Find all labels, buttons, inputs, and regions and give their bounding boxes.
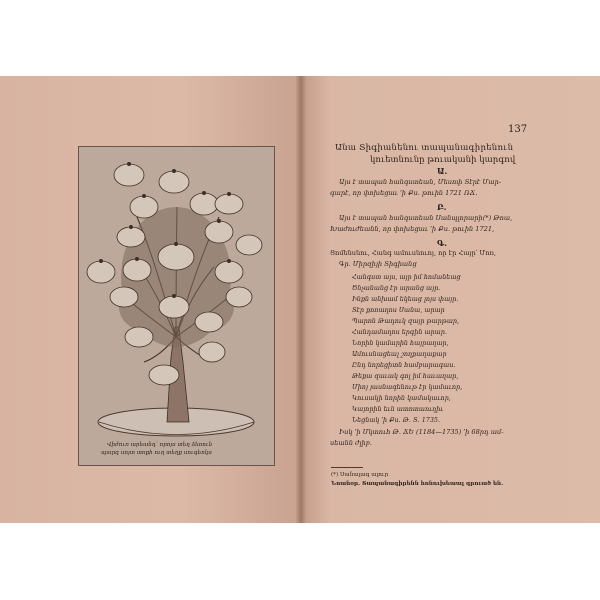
pomegranate-tree-drawing [79,147,274,465]
poem-line-13: Կայորին եւն ատոտաուղիւ [352,405,444,413]
poem-line-3: Ինքն անխամ եկեաց լոյս փայր. [352,295,459,303]
poem-line-1: Հանգստ այս, այր իմ հոմանեաց [352,273,461,281]
poem-line-2: Ծնչանանց էր արանց այր. [352,284,441,292]
page-number: 137 [508,124,528,135]
poem-line-8: Ամուսնացեալ շողքաղաքար [352,350,447,358]
plate-caption-line-1: Վիժուռ արեանդ՝ որոյս տեղ ձեռուն [107,442,213,448]
section-a-line-2: գարէ, որ փոխեցաւ ՚ի Քս. թուին 1721 ՌՃ. [330,189,478,197]
footnote-divider [331,467,363,468]
poem-line-10: Թեքա զաւակ գոլ իմ հաւաղար, [352,372,459,380]
section-c-line-2: Գր. Միրզիյի Տիգիանց [339,260,417,268]
poem-line-6: Հանդամաղոս երգին արար. [352,328,447,336]
section-b-line-2: Խաժուժեանն, որ փոխեցաւ ՚ի Քս. թուին 1721, [330,225,495,233]
section-b-line-1: Այս է տապան հանգստեան Սանպլորարի(*) Թոա, [339,214,513,222]
poem-line-12: Կուսակի նորին կամակաւոր, [352,394,451,402]
closing-line-2: սեանն ժլիբ. [330,439,372,447]
poem-line-7: Նորին կամարին հայրաղար, [352,339,449,347]
poem-line-11: Միոյ յասնագենութ էր կամաւոր, [352,383,463,391]
footnote-1: (*) Սանալագ ալուր [331,472,389,478]
poem-line-14: Նեցնակ ՚ի Քս. Թ. Տ. 1735. [352,416,440,424]
plate-caption-line-2: պարզ սոյտ տռքհ ուղ տեղք սուգեոկս [101,450,212,456]
poem-line-9: Ընդ նորեցիտն համբարագաս. [352,361,456,369]
page-title-line-2: կուետնունը թուականի կարգով [370,155,516,165]
section-mark-a: Ա. [437,166,448,176]
tree-illustration-plate [78,146,275,466]
closing-line-1: Իսկ ՚ի Մկտուհ Թ. ՃԵ (1184—1735) ՚ի 68րդ ամ- [339,428,504,436]
section-a-line-1: Այս է տապան հանգստեան, Մեսոփ Տէրէ Մար- [339,178,502,186]
poem-line-4: Տէր քոռաղոս Սանա, արար [352,306,445,314]
page-title-line-1: Անա Տիգիանենու տապանագիրենուն [335,143,514,153]
footnote-2: Նոանօր. Տապանագիրենն հոնուխեաալ գրուած են. [331,481,504,487]
book-gutter [296,76,306,523]
section-mark-c: Գ. [437,238,447,248]
section-mark-b: Բ. [437,202,447,212]
poem-line-5: Պարոն Թադուկ զայր թարթար, [352,317,460,325]
section-c-line-1: Ցոմենսնու, Հանգ ամուսնուոյ, որ էր Հայր՛ Մոռ, [330,249,496,257]
